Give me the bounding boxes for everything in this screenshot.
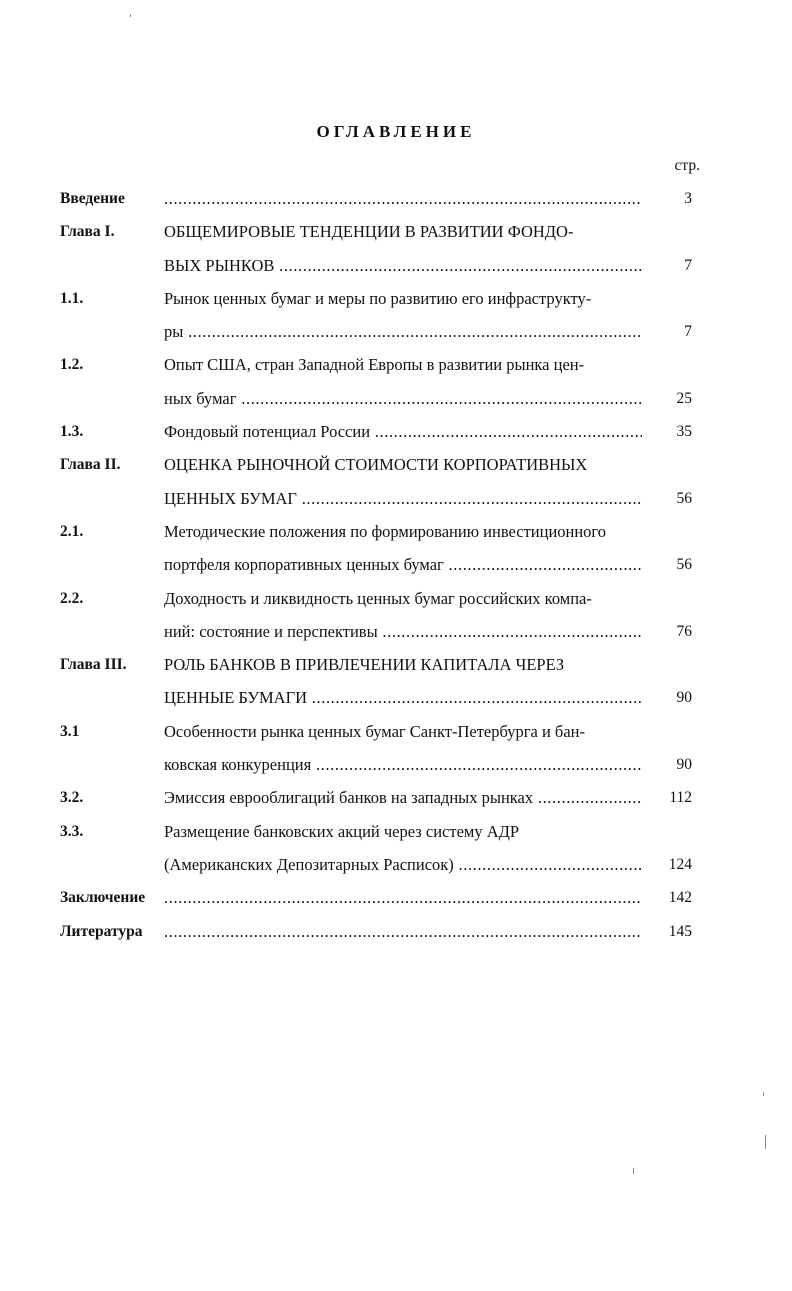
toc-entry-text: ных бумаг .....: [164, 389, 642, 409]
toc-entry-page: 112: [669, 789, 692, 807]
toc-entry-line: [0, 681, 792, 714]
toc-entry-text: ний: состояние и перспективы .....: [164, 622, 642, 642]
toc-entry-text: [164, 189, 642, 209]
toc-entry-line: [0, 748, 792, 781]
toc-entry: [0, 881, 792, 914]
toc-entry: [0, 348, 792, 415]
toc-entry-number: 2.1.: [60, 522, 84, 540]
toc-entry-page: 90: [676, 689, 692, 707]
toc-entry-text: ры .....: [164, 322, 642, 342]
toc-entry: [0, 781, 792, 814]
toc-entry: [0, 182, 792, 215]
toc-entry: [0, 282, 792, 349]
toc-entry-text: [164, 888, 642, 908]
toc-entry-number: 3.3.: [60, 822, 84, 840]
toc-entry-line: [0, 715, 792, 748]
toc-entry-text: Методические положения по формированию инвестиционного: [164, 521, 607, 541]
toc-entry: [0, 415, 792, 448]
toc-entry-line: [0, 382, 792, 415]
toc-entry: [0, 582, 792, 649]
toc-entry-text: Опыт США, стран Западной Европы в развитии рынка цен-: [164, 355, 585, 375]
toc-entry-number: Литература: [60, 922, 143, 940]
toc-entry: [0, 515, 792, 582]
toc-entry-line: [0, 548, 792, 581]
toc-entry-text: ОЦЕНКА РЫНОЧНОЙ СТОИМОСТИ КОРПОРАТИВНЫХ: [164, 455, 588, 475]
toc-entry-text: (Американских Депозитарных Расписок) .....: [164, 855, 642, 875]
toc-entry-number: 2.2.: [60, 589, 84, 607]
toc-entry-line: [0, 582, 792, 615]
toc-entry-page: 90: [676, 756, 692, 774]
toc-entry-text: РОЛЬ БАНКОВ В ПРИВЛЕЧЕНИИ КАПИТАЛА ЧЕРЕЗ: [164, 655, 565, 675]
toc-entry-number: 3.2.: [60, 789, 84, 807]
toc-entry-line: [0, 182, 792, 215]
scan-speck: [765, 1135, 766, 1149]
toc-entry: [0, 648, 792, 715]
toc-entry-page: 142: [668, 889, 692, 907]
toc-entry-line: [0, 648, 792, 681]
toc-entry-line: [0, 781, 792, 814]
toc-entry-number: 1.2.: [60, 356, 84, 374]
toc-entry-line: [0, 249, 792, 282]
toc-entry-line: [0, 482, 792, 515]
toc-entry-text: Эмиссия еврооблигаций банков на западных рынках .....: [164, 788, 642, 808]
toc-entry-text: ВЫХ РЫНКОВ .....: [164, 256, 642, 276]
toc-entry: [0, 215, 792, 282]
toc-entry-text: ЦЕННЫЕ БУМАГИ .....: [164, 688, 642, 708]
toc-entry-line: [0, 282, 792, 315]
page-column-header: стр.: [674, 157, 700, 174]
toc-entry-number: Заключение: [60, 889, 146, 907]
toc-entry-line: [0, 615, 792, 648]
toc-entry-page: 35: [676, 423, 692, 441]
toc-entry-line: [0, 315, 792, 348]
toc-entry-page: 124: [668, 855, 692, 873]
toc-entry-page: 76: [676, 622, 692, 640]
toc-entry-number: Глава II.: [60, 456, 121, 474]
table-of-contents: [0, 182, 792, 948]
toc-entry-line: [0, 348, 792, 381]
toc-entry-page: 56: [676, 489, 692, 507]
toc-entry-page: 145: [668, 922, 692, 940]
toc-entry-line: [0, 448, 792, 481]
toc-entry-line: [0, 415, 792, 448]
toc-entry-page: 56: [676, 556, 692, 574]
toc-entry-number: 1.1.: [60, 289, 84, 307]
toc-entry-page: 3: [684, 190, 692, 207]
toc-entry-text: Размещение банковских акций через систему АДР: [164, 821, 520, 841]
toc-entry-text: Фондовый потенциал России .....: [164, 422, 642, 442]
toc-entry-page: 7: [684, 323, 692, 341]
toc-entry-page: 25: [676, 389, 692, 407]
toc-entry-line: [0, 915, 792, 948]
toc-entry-number: 3.1: [60, 722, 80, 740]
page-title: ОГЛАВЛЕНИЕ: [316, 122, 476, 141]
toc-entry-text: Доходность и ликвидность ценных бумаг российских компа-: [164, 588, 592, 608]
toc-entry-text: портфеля корпоративных ценных бумаг .....: [164, 555, 642, 575]
toc-entry-line: [0, 815, 792, 848]
toc-entry-text: Рынок ценных бумаг и меры по развитию его инфраструкту-: [164, 288, 592, 308]
scan-speck: [130, 14, 131, 17]
toc-entry-line: [0, 881, 792, 914]
toc-entry: [0, 448, 792, 515]
scan-speck: [633, 1168, 634, 1174]
toc-entry-line: [0, 515, 792, 548]
toc-entry-text: Особенности рынка ценных бумаг Санкт-Петербурга и бан-: [164, 721, 585, 741]
toc-entry-text: [164, 922, 642, 942]
toc-entry-text: ОБЩЕМИРОВЫЕ ТЕНДЕНЦИИ В РАЗВИТИИ ФОНДО-: [164, 222, 574, 242]
toc-entry-page: 7: [684, 256, 692, 274]
toc-entry-number: Глава III.: [60, 656, 127, 674]
toc-entry-number: Введение: [60, 190, 125, 207]
toc-entry: [0, 715, 792, 782]
toc-entry: [0, 815, 792, 882]
toc-entry: [0, 915, 792, 948]
toc-entry-number: 1.3.: [60, 423, 84, 441]
toc-entry-line: [0, 848, 792, 881]
toc-entry-text: ковская конкуренция .....: [164, 755, 642, 775]
scan-speck: [763, 1092, 764, 1096]
toc-entry-line: [0, 215, 792, 248]
toc-entry-number: Глава I.: [60, 223, 115, 241]
toc-entry-text: ЦЕННЫХ БУМАГ .....: [164, 489, 642, 509]
